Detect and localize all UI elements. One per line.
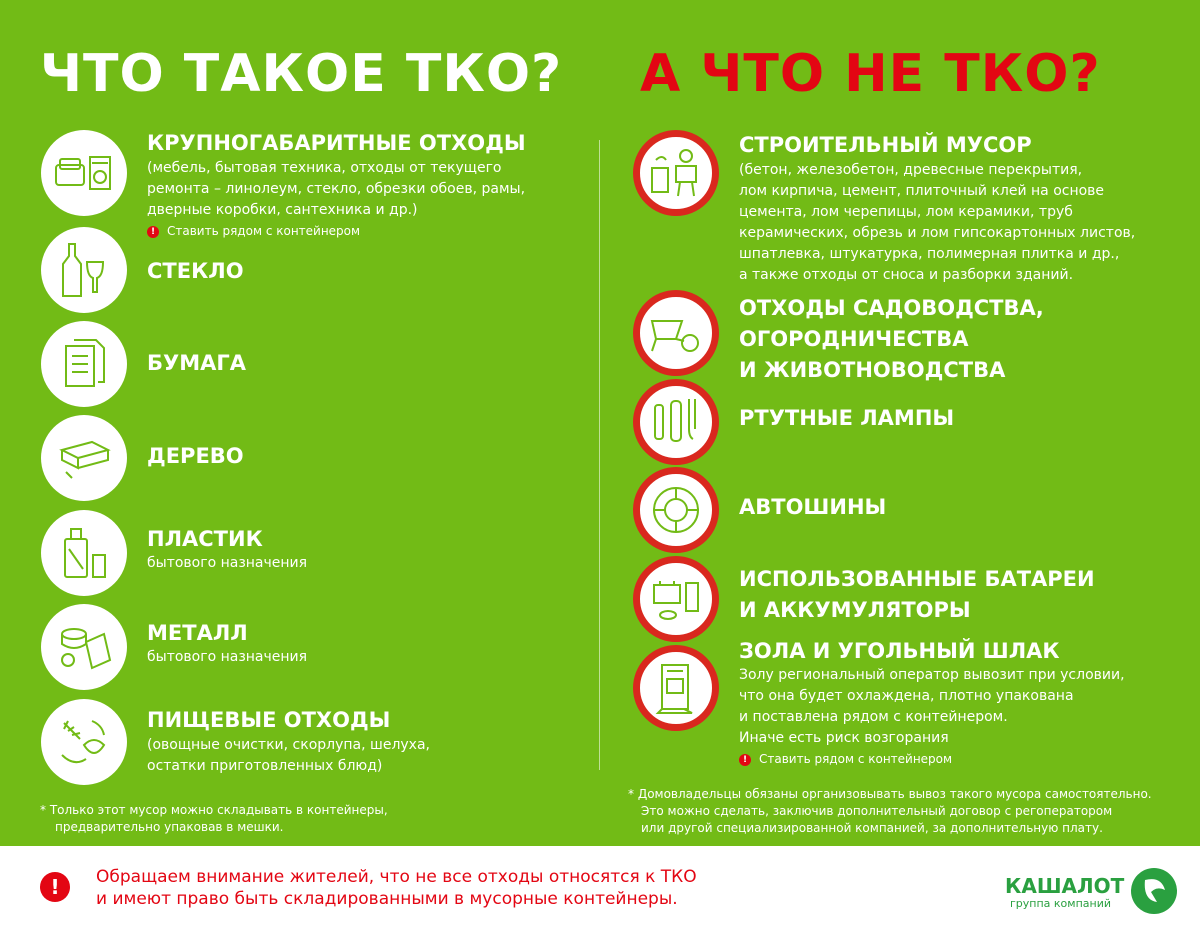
non-tko-item-desc: а также отходы от сноса и разборки зданий. [739, 267, 1074, 283]
furniture-appliance-icon [41, 130, 127, 216]
column-divider [599, 140, 600, 770]
mercury-lamp-icon [633, 379, 719, 465]
wheelbarrow-icon [633, 290, 719, 376]
tko-item-name: БУМАГА [147, 351, 246, 375]
warning-note: ! Ставить рядом с контейнером [739, 751, 952, 767]
non-tko-item-desc: и поставлена рядом с контейнером. [739, 709, 1008, 725]
alert-icon: ! [147, 226, 159, 238]
alert-icon: ! [739, 754, 751, 766]
food-waste-icon [41, 699, 127, 785]
battery-icon [633, 556, 719, 642]
right-title: А ЧТО НЕ ТКО? [640, 44, 1101, 104]
non-tko-item-name: ОТХОДЫ САДОВОДСТВА, [739, 296, 1044, 320]
tko-item-desc: бытового назначения [147, 555, 308, 571]
non-tko-item-name: СТРОИТЕЛЬНЫЙ МУСОР [739, 133, 1032, 157]
tko-item-name: СТЕКЛО [147, 259, 244, 283]
stove-icon [633, 645, 719, 731]
logo-mark-icon [1131, 868, 1177, 914]
tko-item-desc: дверные коробки, сантехника и др.) [147, 202, 418, 218]
tko-item-name: ПИЩЕВЫЕ ОТХОДЫ [147, 708, 391, 732]
tko-item-name: КРУПНОГАБАРИТНЫЕ ОТХОДЫ [147, 131, 526, 155]
non-tko-item-desc: (бетон, железобетон, древесные перекрытия, [739, 162, 1083, 178]
non-tko-item-name: ЗОЛА И УГОЛЬНЫЙ ШЛАК [739, 639, 1060, 663]
left-title: ЧТО ТАКОЕ ТКО? [40, 44, 563, 104]
non-tko-item-name: РТУТНЫЕ ЛАМПЫ [739, 406, 955, 430]
non-tko-item-desc: Иначе есть риск возгорания [739, 730, 949, 746]
non-tko-item-desc: керамических, обрезь и лом гипсокартонных листов, [739, 225, 1136, 241]
tko-item-desc: (овощные очистки, скорлупа, шелуха, [147, 737, 430, 753]
non-tko-item-desc: Золу региональный оператор вывозит при условии, [739, 667, 1125, 683]
glass-bottle-icon [41, 227, 127, 313]
wood-pallet-icon [41, 415, 127, 501]
plastic-bottle-icon [41, 510, 127, 596]
metal-can-icon [41, 604, 127, 690]
warning-note: ! Ставить рядом с контейнером [147, 223, 360, 239]
tko-item-desc: остатки приготовленных блюд) [147, 758, 383, 774]
non-tko-item-desc: что она будет охлаждена, плотно упакована [739, 688, 1074, 704]
alert-icon: ! [40, 872, 70, 902]
right-footnote: * Домовладельцы обязаны организовывать вывоз такого мусора самостоятельно. [628, 787, 1152, 801]
right-footnote: Это можно сделать, заключив дополнительный договор с регоператором [641, 804, 1113, 818]
non-tko-item-desc: цемента, лом черепицы, лом керамики, труб [739, 204, 1073, 220]
tko-item-name: МЕТАЛЛ [147, 621, 248, 645]
left-footnote: * Только этот мусор можно складывать в контейнеры, [40, 803, 388, 817]
paper-icon [41, 321, 127, 407]
non-tko-item-name: И АККУМУЛЯТОРЫ [739, 598, 971, 622]
non-tko-item-desc: лом кирпича, цемент, плиточный клей на основе [739, 183, 1105, 199]
non-tko-item-name: ОГОРОДНИЧЕСТВА [739, 327, 969, 351]
non-tko-item-name: И ЖИВОТНОВОДСТВА [739, 358, 1006, 382]
non-tko-item-desc: шпатлевка, штукатурка, полимерная плитка и др., [739, 246, 1120, 262]
logo-name: КАШАЛОТ [1005, 874, 1125, 898]
tko-item-desc: (мебель, бытовая техника, отходы от текущего [147, 160, 502, 176]
tire-icon [633, 467, 719, 553]
construction-worker-icon [633, 130, 719, 216]
tko-item-name: ДЕРЕВО [147, 444, 244, 468]
tko-item-desc: бытового назначения [147, 649, 308, 665]
non-tko-item-name: ИСПОЛЬЗОВАННЫЕ БАТАРЕИ [739, 567, 1095, 591]
non-tko-item-name: АВТОШИНЫ [739, 495, 887, 519]
logo-subtitle: группа компаний [1010, 897, 1111, 910]
right-footnote: или другой специализированной компанией, за дополнительную плату. [641, 821, 1103, 835]
left-footnote: предварительно упаковав в мешки. [55, 820, 284, 834]
tko-item-name: ПЛАСТИК [147, 527, 263, 551]
tko-item-desc: ремонта – линолеум, стекло, обрезки обоев, рамы, [147, 181, 526, 197]
bottom-alert-text: Обращаем внимание жителей, что не все отходы относятся к ТКО и имеют право быть складированными в мусорные контейнеры. [96, 867, 697, 909]
